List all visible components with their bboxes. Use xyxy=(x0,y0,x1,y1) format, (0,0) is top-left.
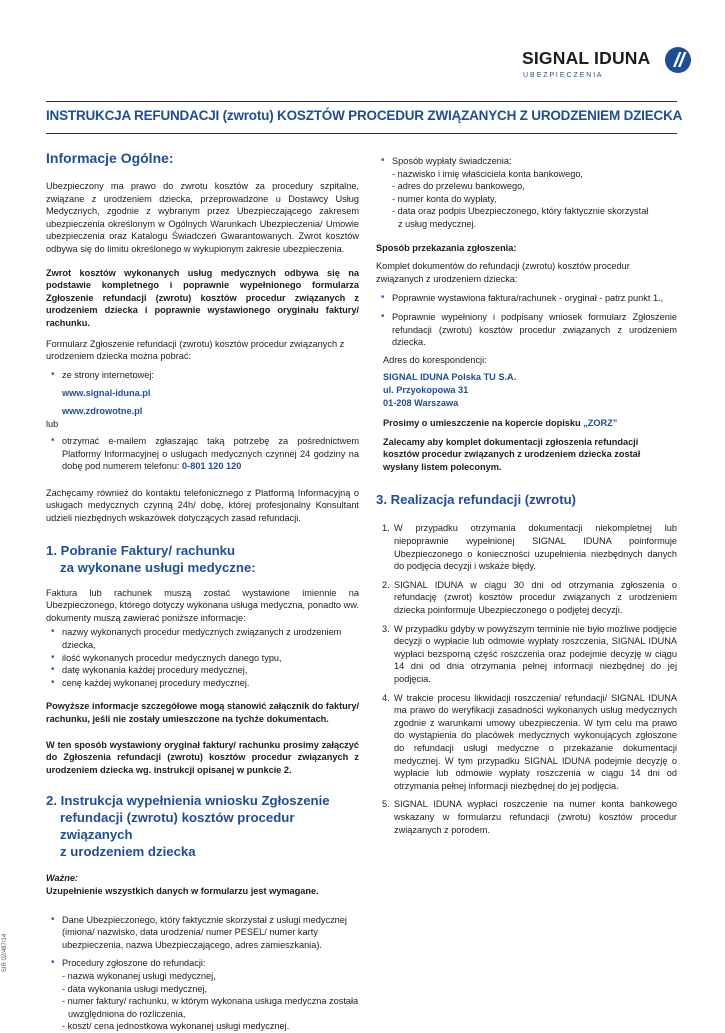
brand-subtitle: U B E Z P I E C Z E N I A xyxy=(523,72,602,79)
address-label: Adres do korespondencji: xyxy=(383,354,487,365)
list-item: • nazwy wykonanych procedur medycznych związanych z urodzeniem dziecka, xyxy=(51,626,342,651)
link-signal-iduna[interactable]: www.signal-iduna.pl xyxy=(62,388,151,399)
documents-list xyxy=(376,292,677,348)
section-1-paragraph-1: Faktura lub rachunek muszą zostać wystawione imiennie na Ubezpieczonego, którego dotyczy wykonana usługa medyczna, ponadto ww. dokumenty muszą zawierać poniższe informacje: xyxy=(46,587,359,623)
page-title: INSTRUKCJA REFUNDACJI (zwrotu) KOSZTÓW PROCEDUR ZWIĄZANYCH Z URODZENIEM DZIECKA xyxy=(46,108,683,123)
list-item: 2. SIGNAL IDUNA w ciągu 30 dni od otrzymania zgłoszenia o refundację (zwrot) kosztów procedur związanych z urodzeniem dziecka poinformuje Ubezpieczonego o podjętej decyzji. xyxy=(382,579,677,616)
section-1-paragraph-3: W ten sposób wystawiony oryginał faktury/ rachunku prosimy załączyć do Zgłoszenia refundacji (zwrotu) kosztów procedur związanych z urodzeniem dziecka wg. instrukcji opisanej w punkcie 2. xyxy=(46,739,359,775)
title-rule-top xyxy=(46,101,677,102)
bullet-icon: • xyxy=(51,368,55,380)
signal-iduna-logo-icon xyxy=(664,46,692,74)
registered-mail-note: Zalecamy aby komplet dokumentacji zgłoszenia refundacji kosztów procedur związanych z urodzeniem dziecka został wysłany listem poleconym. xyxy=(383,436,641,472)
bullet-icon: • xyxy=(51,957,55,969)
list-item: • Poprawnie wypełniony i podpisany wniosek formularz Zgłoszenie refundacji (zwrotu) kosztów procedur związanych z urodzeniem dziecka. xyxy=(381,310,677,348)
brand-name: SIGNAL IDUNA xyxy=(522,48,651,68)
list-item: 4. W trakcie procesu likwidacji roszczenia/ refundacji/ SIGNAL IDUNA ma prawo do weryfikacji zasadności wykonanych usług medycznych zgodnie z warunkami umowy ubezpieczenia. W tym celu ma prawo do wystąpienia do placówek medycznych wykonujących zgłoszone do refundacji usługi medyczne o przekazanie dokumentacji medycznej. W tym przypadku SIGNAL IDUNA podejmie decyzję o wypłacie lub odmowie wypłaty roszczenia w ciągu 14 dni od otrzymania pełnej informacji niezbędnej do jej podjęcia. xyxy=(382,692,677,791)
invoice-requirements-list xyxy=(46,626,359,689)
link-zdrowotne[interactable]: www.zdrowotne.pl xyxy=(62,405,143,416)
list-item: • Sposób wypłaty świadczenia: - nazwisko i imię właściciela konta bankowego, - adres do przelewu bankowego, - numer konta do wypłaty, - data oraz podpis Ubezpieczonego, który faktycznie skorzystał z usług medycznej. xyxy=(381,155,649,229)
refund-steps-list xyxy=(376,522,677,836)
general-paragraph-4: Zachęcamy również do kontaktu telefonicznego z Platformą Informacyjną o usługach medycznych czynną 24h/ dobę, której profesjonalny Konsultant udzieli niezbędnych wskazówek dotyczących zasad refundacji. xyxy=(46,487,359,524)
list-item: • Poprawnie wystawiona faktura/rachunek - oryginał - patrz punkt 1., xyxy=(381,292,664,304)
list-item: • otrzymać e-mailem zgłaszając taką potrzebę za pośrednictwem Platformy Informacyjnej o usługach medycznych czynnej 24 godziny na dobę pod numerem telefonu: 0-801 120 120 xyxy=(51,435,359,472)
envelope-note: Prosimy o umieszczenie na kopercie dopisku „ZORZ” xyxy=(383,418,618,429)
document-code: SIR 02/487/14 xyxy=(2,933,9,973)
envelope-tag: „ZORZ” xyxy=(583,418,618,429)
or-text: lub xyxy=(46,418,59,429)
payment-list xyxy=(376,155,677,231)
title-rule-bottom xyxy=(46,133,677,134)
general-heading: Informacje Ogólne: xyxy=(46,150,174,166)
bullet-icon: • xyxy=(51,651,55,663)
bullet-icon: • xyxy=(381,155,385,166)
phone-number[interactable]: 0-801 120 120 xyxy=(182,461,242,472)
list-item: • ze strony internetowej: xyxy=(51,368,154,380)
list-item: 1. W przypadku otrzymania dokumentacji niekompletnej lub niepoprawnie wypełnionej SIGNAL IDUNA poinformuje Ubezpieczonego o konieczności uzupełnienia niezbędnych danych do podjęcia decyzji i wskaże błędy. xyxy=(382,523,677,572)
section-2-heading: 2. Instrukcja wypełnienia wniosku Zgłoszenie refundacji (zwrotu) kosztów procedur związanych z urodzeniem dziecka xyxy=(46,793,330,860)
address-block: SIGNAL IDUNA Polska TU S.A. ul. Przyokopowa 31 01-208 Warszawa xyxy=(383,372,517,408)
section-3-heading: 3. Realizacja refundacji (zwrotu) xyxy=(376,492,577,508)
form-data-list xyxy=(46,914,359,1033)
general-paragraph-1: Ubezpieczony ma prawo do zwrotu kosztów za procedury szpitalne, związane z urodzeniem dziecka, przeprowadzone u Dostawcy Usług Medycznych, zgodnie z wybranym przez Ubezpieczającego zakresem ubezpieczenia określonym w Ogólnych Warunkach Ubezpieczenia/ Umowie ubezpieczenia oraz Katalogu Świadczeń Gwarantowanych. Zwrot kosztów odbywa się do limitu określonego w wykupionym zakresie ubezpieczenia. xyxy=(46,181,359,254)
email-list xyxy=(46,435,359,473)
important-label: Ważne: xyxy=(46,873,78,884)
transfer-heading: Sposób przekazania zgłoszenia: xyxy=(376,242,517,253)
bullet-icon: • xyxy=(51,913,55,925)
download-list xyxy=(46,369,359,382)
bullet-icon: • xyxy=(51,676,55,688)
list-item: • datę wykonania każdej procedury medycznej, xyxy=(51,664,248,676)
transfer-paragraph: Komplet dokumentów do refundacji (zwrotu) kosztów procedur związanych z urodzeniem dziecka: xyxy=(376,261,630,284)
right-column xyxy=(376,155,677,842)
bullet-icon: • xyxy=(51,435,55,447)
bullet-icon: • xyxy=(51,626,55,638)
important-text: Uzupełnienie wszystkich danych w formularzu jest wymagane. xyxy=(46,885,319,896)
general-paragraph-2: Zwrot kosztów wykonanych usług medycznych odbywa się na podstawie kompletnego i poprawnie wypełnionego formularza Zgłoszenie refundacji (zwrotu) kosztów procedur związanych z urodzeniem dziecka i poprawnie wystawionego oryginału faktury/ rachunku. xyxy=(46,267,359,328)
bullet-icon: • xyxy=(381,310,385,322)
brand-logo xyxy=(522,46,692,82)
general-paragraph-3: Formularz Zgłoszenie refundacji (zwrotu) kosztów procedur związanych z urodzeniem dziecka można pobrać: xyxy=(46,338,345,362)
bullet-icon: • xyxy=(381,292,385,304)
list-item: 3. W przypadku gdyby w powyższym terminie nie było możliwe podjęcie decyzji o wypłacie lub odmowie wypłaty roszczenia, SIGNAL IDUNA wypłaci bezsporną część roszczenia oraz podejmie decyzję w ciągu 14 dni od dnia otrzymania pełnej informacji niezbędnej do jej podjęcia. xyxy=(382,623,677,684)
list-item: • Dane Ubezpieczonego, który faktycznie skorzystał z usługi medycznej (imiona/ nazwisko, data urodzenia/ numer PESEL/ numer karty ubezpieczenia, nazwa Ubezpieczającego, adres zamieszkania). xyxy=(51,913,347,950)
bullet-icon: • xyxy=(51,664,55,676)
list-item: 5. SIGNAL IDUNA wypłaci roszczenie na numer konta bankowego wskazany w formularzu refundacji (zwrotu) kosztów procedur związanych z porodem. xyxy=(382,799,677,835)
section-1-heading: 1. Pobranie Faktury/ rachunku za wykonane usługi medyczne: xyxy=(46,542,256,575)
list-item: • ilość wykonanych procedur medycznych danego typu, xyxy=(51,651,282,663)
left-column xyxy=(46,150,359,1033)
section-1-paragraph-2: Powyższe informacje szczegółowe mogą stanowić załącznik do faktury/ rachunku, jeśli nie zostały umieszczone na tychże dokumentach. xyxy=(46,701,359,724)
list-item: • cenę każdej wykonanej procedury medycznej. xyxy=(51,676,250,688)
list-item: • Procedury zgłoszone do refundacji: - nazwa wykonanej usługi medycznej, - data wykonania usługi medycznej, - numer faktury/ rachunku, w którym wykonana usługa medyczna została uwzględniona do rozliczenia, - koszt/ cena jednostkowa wykonanej usługi medycznej. xyxy=(51,957,359,1032)
